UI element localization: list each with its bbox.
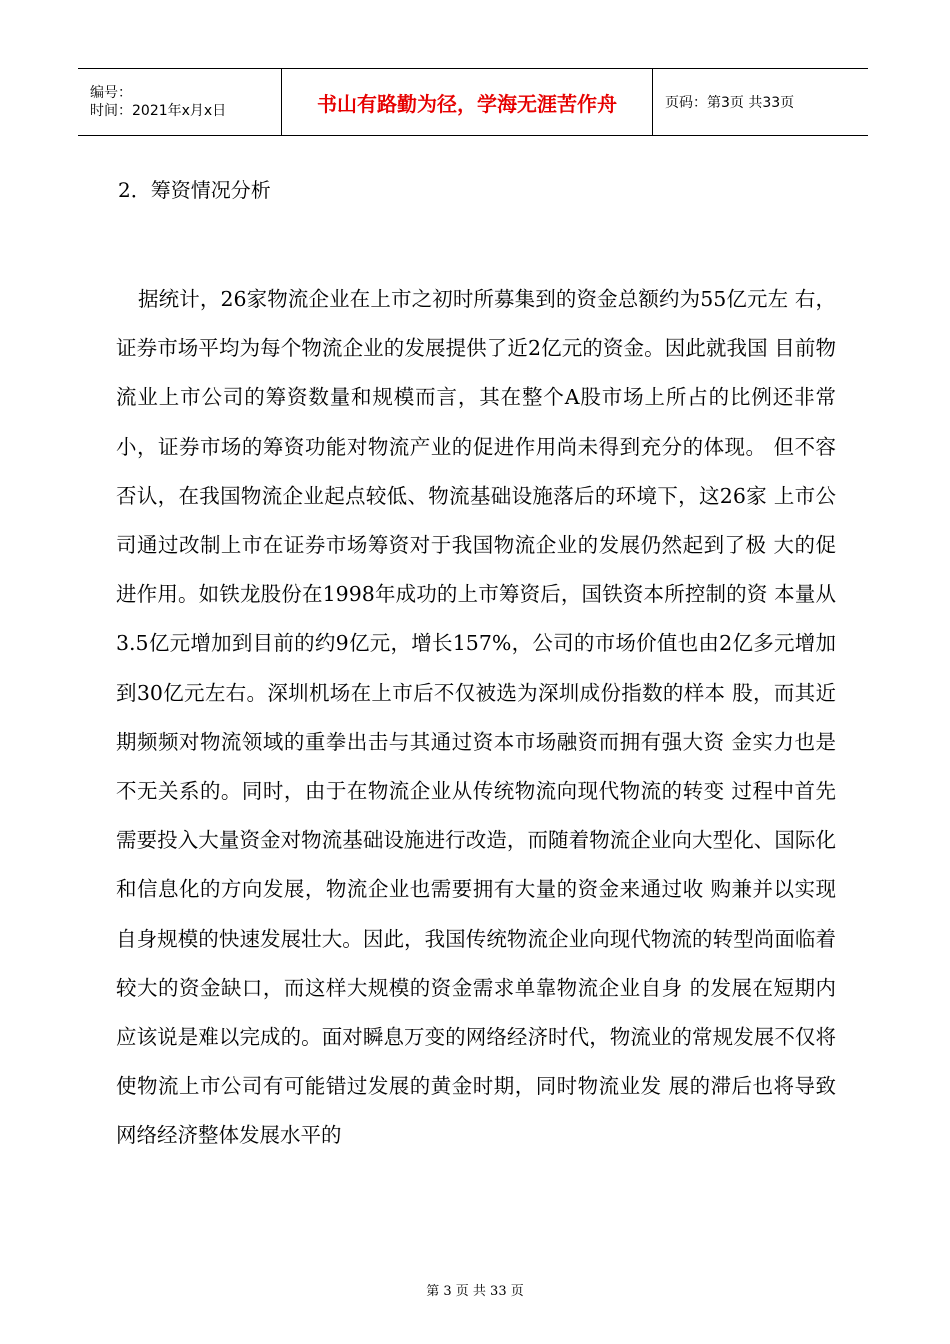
- header-page-label: 页码：第3页 共33页: [665, 95, 795, 111]
- header-motto: 书山有路勤为径，学海无涯苦作舟: [282, 69, 653, 135]
- page-header: [78, 68, 868, 136]
- header-meta: [78, 69, 282, 135]
- body-paragraph: 据统计，26家物流企业在上市之初时所募集到的资金总额约为55亿元左 右，证券市场平均为每个物流企业的发展提供了近2亿元的资金。因此就我国 目前物流业上市公司的筹资数量和规模而言，其在整个A股市场上所占的比例还非常小，证券市场的筹资功能对物流产业的促进作用尚未得到充分的体现。 但不容否认，在我国物流企业起点较低、物流基础设施落后的环境下，这26家 上市公司通过改制上市在证券市场筹资对于我国物流企业的发展仍然起到了极 大的促进作用。如铁龙股份在1998年成功的上市筹资后，国铁资本所控制的资 本量从3.5亿元增加到目前的约9亿元，增长157%，公司的市场价值也由2亿多元增加到30亿元左右。深圳机场在上市后不仅被选为深圳成份指数的样本 股，而其近期频频对物流领域的重拳出击与其通过资本市场融资而拥有强大资 金实力也是不无关系的。同时，由于在物流企业从传统物流向现代物流的转变 过程中首先需要投入大量资金对物流基础设施进行改造，而随着物流企业向大型化、国际化和信息化的方向发展，物流企业也需要拥有大量的资金来通过收 购兼并以实现自身规模的快速发展壮大。因此，我国传统物流企业向现代物流的转型尚面临着较大的资金缺口，而这样大规模的资金需求单靠物流企业自身 的发展在短期内应该说是难以完成的。面对瞬息万变的网络经济时代，物流业的常规发展不仅将使物流上市公司有可能错过发展的黄金时期，同时物流业发 展的滞后也将导致网络经济整体发展水平的: [116, 287, 836, 1148]
- document-time-label: 时间：2021年x月x日: [90, 103, 227, 119]
- section-title: 2．筹资情况分析: [118, 178, 271, 202]
- document-number-label: 编号：: [90, 85, 132, 101]
- page-footer: 第 3 页 共 33 页: [426, 1284, 524, 1299]
